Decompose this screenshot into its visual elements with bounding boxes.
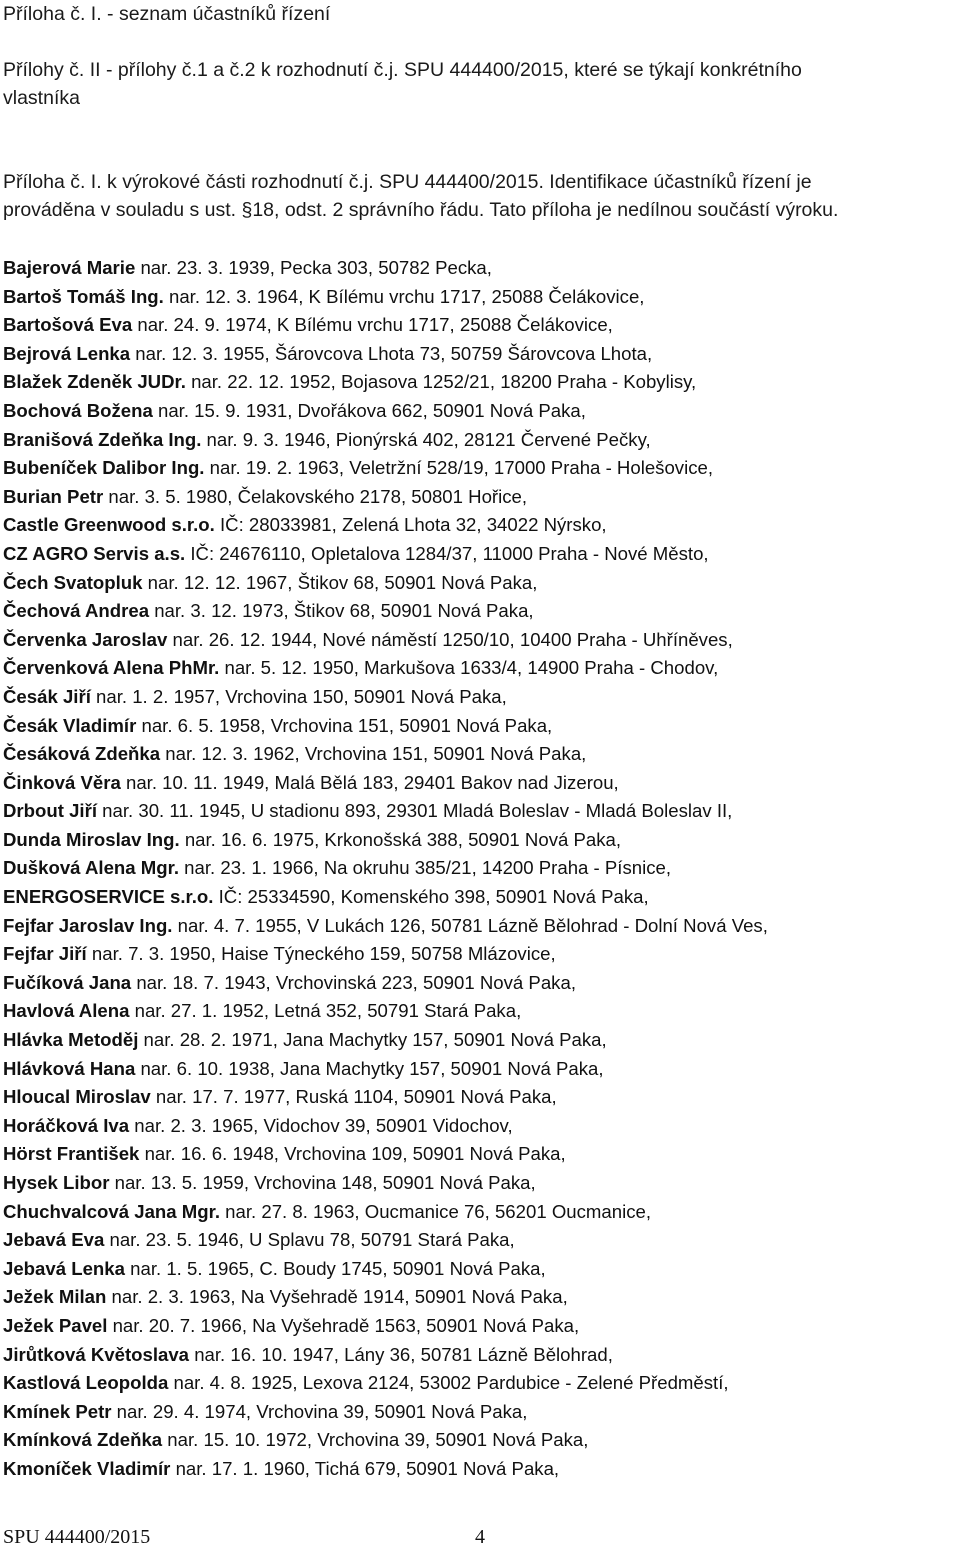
participant-detail: nar. 3. 12. 1973, Štikov 68, 50901 Nová Paka, xyxy=(149,600,534,622)
participant-name: Bajerová Marie xyxy=(3,257,136,278)
participant-detail: nar. 16. 6. 1975, Krkonošská 388, 50901 Nová Paka, xyxy=(179,828,622,850)
participant-name: Burian Petr xyxy=(3,485,104,507)
list-item xyxy=(3,340,958,369)
list-item xyxy=(3,1026,958,1055)
participant-name: Činková Věra xyxy=(3,771,121,793)
participant-name: Červenka Jaroslav xyxy=(3,628,168,650)
list-item xyxy=(3,1226,958,1255)
participant-name: Kmínková Zdeňka xyxy=(3,1429,163,1451)
list-item xyxy=(3,1083,958,1112)
list-item xyxy=(3,740,958,769)
list-item xyxy=(3,1255,958,1284)
participant-detail: nar. 9. 3. 1946, Pionýrská 402, 28121 Červené Pečky, xyxy=(201,428,651,450)
participant-name: Čechová Andrea xyxy=(3,600,150,622)
participant-detail: nar. 4. 7. 1955, V Lukách 126, 50781 Lázně Bělohrad - Dolní Nová Ves, xyxy=(172,914,768,936)
participant-detail: nar. 16. 6. 1948, Vrchovina 109, 50901 Nová Paka, xyxy=(139,1143,566,1165)
participant-detail: nar. 1. 2. 1957, Vrchovina 150, 50901 Nová Paka, xyxy=(90,685,507,707)
participant-list xyxy=(3,254,958,1484)
participant-detail: IČ: 25334590, Komenského 398, 50901 Nová Paka, xyxy=(213,886,649,908)
participant-detail: nar. 12. 3. 1955, Šárovcova Lhota 73, 50759 Šárovcova Lhota, xyxy=(130,342,653,364)
list-item xyxy=(3,826,958,855)
list-item xyxy=(3,969,958,998)
list-item xyxy=(3,1055,958,1084)
participant-detail: nar. 28. 2. 1971, Jana Machytky 157, 50901 Nová Paka, xyxy=(138,1029,607,1051)
participant-name: Branišová Zdeňka Ing. xyxy=(3,428,202,450)
list-item xyxy=(3,283,958,312)
heading-attachment-list: Příloha č. I. - seznam účastníků řízení xyxy=(3,3,331,25)
participant-name: Hlávková Hana xyxy=(3,1057,136,1079)
list-item xyxy=(3,1455,958,1484)
participant-detail: nar. 18. 7. 1943, Vrchovinská 223, 50901 Nová Paka, xyxy=(131,971,576,993)
list-item xyxy=(3,626,958,655)
participant-detail: nar. 15. 9. 1931, Dvořákova 662, 50901 Nová Paka, xyxy=(152,399,586,421)
list-item xyxy=(3,683,958,712)
list-item xyxy=(3,854,958,883)
participant-detail: nar. 23. 3. 1939, Pecka 303, 50782 Pecka, xyxy=(135,257,492,278)
intro-paragraph-line1: Příloha č. I. k výrokové části rozhodnutí č.j. SPU 444400/2015. Identifikace účastníků řízení je xyxy=(3,171,812,193)
list-item xyxy=(3,397,958,426)
list-item xyxy=(3,712,958,741)
list-item xyxy=(3,1283,958,1312)
footer-reference: SPU 444400/2015 xyxy=(3,1526,151,1548)
participant-name: Jebavá Lenka xyxy=(3,1257,125,1279)
participant-detail: nar. 30. 11. 1945, U stadionu 893, 29301 Mladá Boleslav - Mladá Boleslav II, xyxy=(97,800,733,822)
intro-paragraph-line2: prováděna v souladu s ust. §18, odst. 2 správního řádu. Tato příloha je nedílnou součástí výroku. xyxy=(3,199,839,221)
participant-name: Hörst František xyxy=(3,1143,140,1165)
participant-name: Česák Jiří xyxy=(3,685,91,707)
participant-name: Kastlová Leopolda xyxy=(3,1372,169,1394)
participant-detail: nar. 3. 5. 1980, Čelakovského 2178, 50801 Hořice, xyxy=(103,485,528,507)
participant-detail: nar. 1. 5. 1965, C. Boudy 1745, 50901 Nová Paka, xyxy=(124,1257,546,1279)
participant-detail: nar. 5. 12. 1950, Markušova 1633/4, 14900 Praha - Chodov, xyxy=(219,657,719,679)
participant-name: Bartošová Eva xyxy=(3,314,133,336)
participant-name: Bartoš Tomáš Ing. xyxy=(3,285,164,307)
participant-detail: nar. 12. 3. 1962, Vrchovina 151, 50901 Nová Paka, xyxy=(160,743,587,765)
list-item xyxy=(3,454,958,483)
participant-name: Drbout Jiří xyxy=(3,800,98,822)
list-item xyxy=(3,597,958,626)
participant-name: Jirůtková Květoslava xyxy=(3,1343,190,1365)
list-item xyxy=(3,311,958,340)
participant-name: Blažek Zdeněk JUDr. xyxy=(3,371,186,393)
participant-name: Jebavá Eva xyxy=(3,1229,105,1251)
list-item xyxy=(3,1112,958,1141)
participant-detail: nar. 29. 4. 1974, Vrchovina 39, 50901 Nová Paka, xyxy=(111,1400,528,1422)
list-item xyxy=(3,569,958,598)
list-item xyxy=(3,1198,958,1227)
participant-name: Castle Greenwood s.r.o. xyxy=(3,514,215,536)
participant-detail: IČ: 24676110, Opletalova 1284/37, 11000 Praha - Nové Město, xyxy=(185,542,709,564)
participant-name: Havlová Alena xyxy=(3,1000,130,1022)
participant-detail: nar. 12. 3. 1964, K Bílému vrchu 1717, 25088 Čelákovice, xyxy=(163,285,645,307)
participant-detail: nar. 17. 7. 1977, Ruská 1104, 50901 Nová Paka, xyxy=(150,1086,557,1108)
participant-detail: nar. 4. 8. 1925, Lexova 2124, 53002 Pardubice - Zelené Předměstí, xyxy=(168,1372,729,1394)
list-item xyxy=(3,483,958,512)
participant-detail: nar. 12. 12. 1967, Štikov 68, 50901 Nová Paka, xyxy=(142,571,538,593)
participant-name: ENERGOSERVICE s.r.o. xyxy=(3,886,214,908)
participant-detail: nar. 26. 12. 1944, Nové náměstí 1250/10, 10400 Praha - Uhříněves, xyxy=(167,628,733,650)
list-item xyxy=(3,1312,958,1341)
participant-name: Čech Svatopluk xyxy=(3,571,143,593)
participant-name: Česáková Zdeňka xyxy=(3,743,161,765)
participant-name: Fučíková Jana xyxy=(3,971,132,993)
list-item xyxy=(3,912,958,941)
participant-detail: nar. 6. 5. 1958, Vrchovina 151, 50901 Nová Paka, xyxy=(136,714,553,736)
participant-name: CZ AGRO Servis a.s. xyxy=(3,542,186,564)
participant-name: Fejfar Jaroslav Ing. xyxy=(3,914,173,936)
list-item xyxy=(3,1398,958,1427)
participant-detail: nar. 23. 5. 1946, U Splavu 78, 50791 Stará Paka, xyxy=(104,1229,515,1251)
heading-attachments-line1: Přílohy č. II - přílohy č.1 a č.2 k rozhodnutí č.j. SPU 444400/2015, které se týkají konkrétního xyxy=(3,59,802,81)
list-item xyxy=(3,368,958,397)
participant-name: Ježek Milan xyxy=(3,1286,107,1308)
participant-name: Horáčková Iva xyxy=(3,1114,130,1136)
participant-name: Bochová Božena xyxy=(3,399,153,421)
list-item xyxy=(3,1341,958,1370)
participant-detail: nar. 10. 11. 1949, Malá Bělá 183, 29401 Bakov nad Jizerou, xyxy=(120,771,619,793)
participant-name: Bubeníček Dalibor Ing. xyxy=(3,457,205,479)
participant-name: Červenková Alena PhMr. xyxy=(3,657,220,679)
list-item xyxy=(3,797,958,826)
participant-detail: nar. 22. 12. 1952, Bojasova 1252/21, 18200 Praha - Kobylisy, xyxy=(185,371,697,393)
participant-name: Česák Vladimír xyxy=(3,714,137,736)
list-item xyxy=(3,940,958,969)
participant-name: Kmínek Petr xyxy=(3,1400,112,1422)
participant-detail: nar. 16. 10. 1947, Lány 36, 50781 Lázně Bělohrad, xyxy=(189,1343,613,1365)
participant-name: Ježek Pavel xyxy=(3,1314,108,1336)
participant-name: Hlávka Metoděj xyxy=(3,1029,139,1051)
participant-detail: nar. 19. 2. 1963, Veletržní 528/19, 17000 Praha - Holešovice, xyxy=(204,457,714,479)
participant-detail: nar. 2. 3. 1965, Vidochov 39, 50901 Vidochov, xyxy=(129,1114,513,1136)
list-item xyxy=(3,426,958,455)
participant-detail: nar. 17. 1. 1960, Tichá 679, 50901 Nová Paka, xyxy=(170,1457,560,1479)
list-item xyxy=(3,254,958,283)
participant-detail: nar. 24. 9. 1974, K Bílému vrchu 1717, 25088 Čelákovice, xyxy=(132,314,613,336)
list-item xyxy=(3,997,958,1026)
list-item xyxy=(3,540,958,569)
list-item xyxy=(3,883,958,912)
participant-detail: nar. 23. 1. 1966, Na okruhu 385/21, 14200 Praha - Písnice, xyxy=(179,857,672,879)
list-item xyxy=(3,1140,958,1169)
participant-name: Hysek Libor xyxy=(3,1172,110,1193)
participant-name: Dušková Alena Mgr. xyxy=(3,857,180,879)
page-number: 4 xyxy=(475,1526,485,1548)
list-item xyxy=(3,1369,958,1398)
participant-name: Kmoníček Vladimír xyxy=(3,1457,171,1479)
list-item xyxy=(3,654,958,683)
participant-detail: IČ: 28033981, Zelená Lhota 32, 34022 Nýrsko, xyxy=(214,514,607,536)
participant-name: Chuchvalcová Jana Mgr. xyxy=(3,1200,221,1222)
participant-name: Dunda Miroslav Ing. xyxy=(3,828,180,850)
list-item xyxy=(3,1169,958,1198)
heading-attachments-line2: vlastníka xyxy=(3,87,80,109)
participant-detail: nar. 27. 1. 1952, Letná 352, 50791 Stará Paka, xyxy=(129,1000,522,1022)
participant-detail: nar. 20. 7. 1966, Na Vyšehradě 1563, 50901 Nová Paka, xyxy=(107,1314,580,1336)
participant-detail: nar. 15. 10. 1972, Vrchovina 39, 50901 Nová Paka, xyxy=(162,1429,589,1451)
list-item xyxy=(3,769,958,798)
list-item xyxy=(3,1426,958,1455)
participant-name: Fejfar Jiří xyxy=(3,943,87,965)
list-item xyxy=(3,511,958,540)
participant-detail: nar. 2. 3. 1963, Na Vyšehradě 1914, 50901 Nová Paka, xyxy=(106,1286,568,1308)
participant-name: Hloucal Miroslav xyxy=(3,1086,151,1108)
participant-detail: nar. 7. 3. 1950, Haise Týneckého 159, 50758 Mlázovice, xyxy=(86,943,556,965)
participant-detail: nar. 27. 8. 1963, Oucmanice 76, 56201 Oucmanice, xyxy=(220,1200,652,1222)
participant-detail: nar. 6. 10. 1938, Jana Machytky 157, 50901 Nová Paka, xyxy=(135,1057,604,1079)
participant-name: Bejrová Lenka xyxy=(3,342,131,364)
participant-detail: nar. 13. 5. 1959, Vrchovina 148, 50901 Nová Paka, xyxy=(109,1172,536,1193)
